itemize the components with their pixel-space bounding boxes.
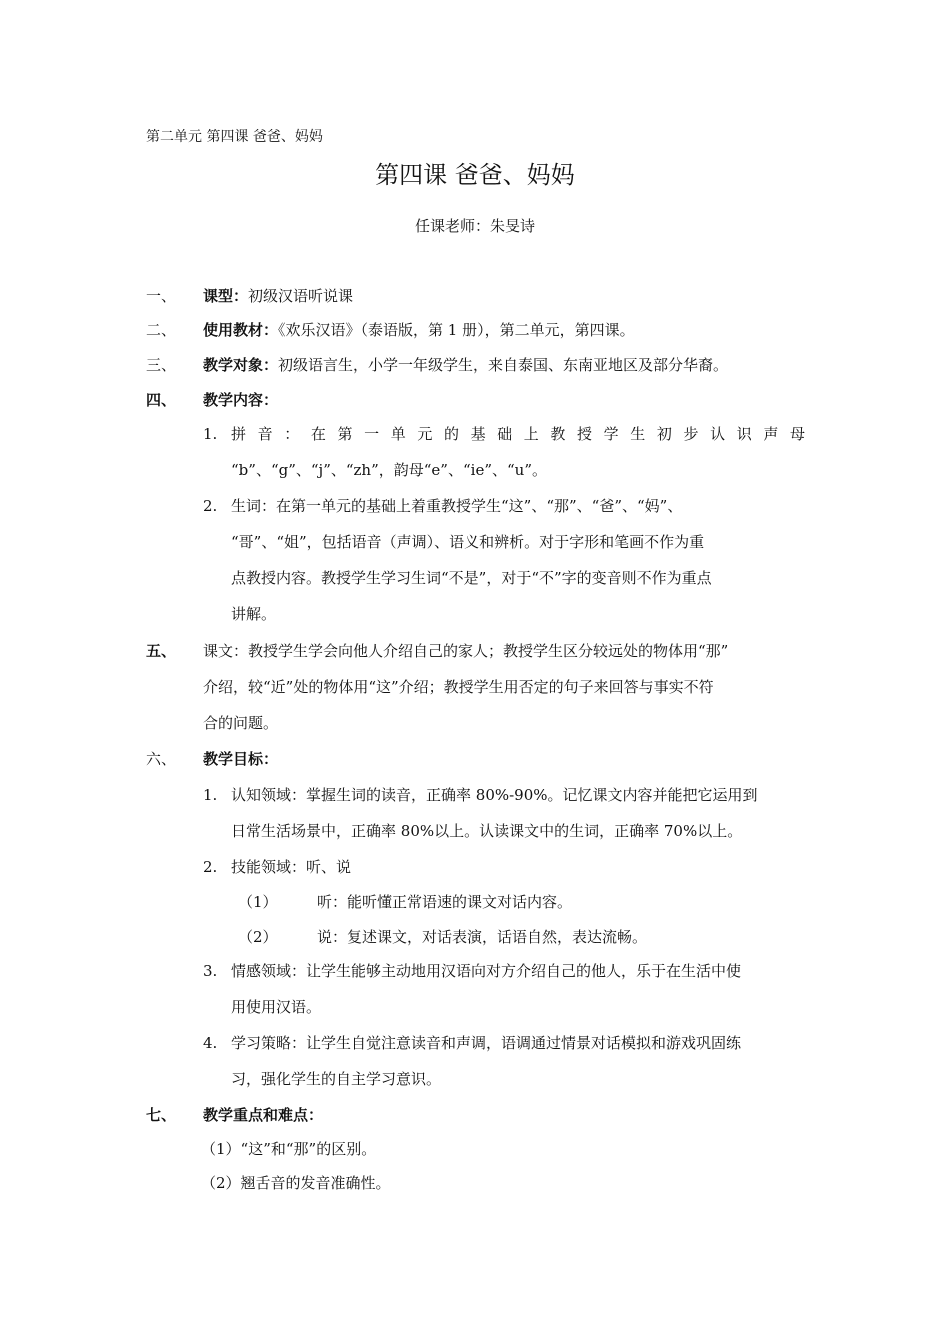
section-4-label: 教学内容： xyxy=(203,391,279,409)
teacher-name: 任课老师：朱旻诗 xyxy=(414,217,535,235)
page-title: 第四课 爸爸、妈妈 xyxy=(375,161,575,189)
item-line: 用使用汉语。 xyxy=(231,998,322,1016)
sub-item-text: 说：复述课文，对话表演，话语自然，表达流畅。 xyxy=(317,928,648,946)
item-line: 认知领域：掌握生词的读音，正确率 80%-90%。记忆课文内容并能把它运用到 xyxy=(231,786,758,804)
section-6-label: 教学目标： xyxy=(203,750,279,768)
section-5-number: 五、 xyxy=(146,642,177,660)
section-3-text: 初级语言生，小学一年级学生，来自泰国、东南亚地区及部分华裔。 xyxy=(278,356,729,374)
item-line: 习，强化学生的自主学习意识。 xyxy=(231,1070,442,1088)
section-7-number: 七、 xyxy=(146,1106,177,1124)
section-5-line: 介绍，较“近”处的物体用“这”介绍；教授学生用否定的句子来回答与事实不符 xyxy=(203,678,714,696)
section-3-label: 教学对象： xyxy=(203,356,279,374)
section-6-number: 六、 xyxy=(146,750,177,768)
key-point: （1）“这”和“那”的区别。 xyxy=(201,1140,377,1158)
item-line: “哥”、“姐”，包括语音（声调）、语义和辨析。对于字形和笔画不作为重 xyxy=(231,533,705,551)
running-header: 第二单元 第四课 爸爸、妈妈 xyxy=(146,129,323,145)
section-2-label: 使用教材： xyxy=(203,321,279,339)
section-1 xyxy=(203,289,353,304)
item-line: 日常生活场景中，正确率 80%以上。认读课文中的生词，正确率 70%以上。 xyxy=(231,822,743,840)
item-number: 3. xyxy=(203,962,218,980)
item-line: “b”、“g”、“j”、“zh”，韵母“e”、“ie”、“u”。 xyxy=(231,461,547,479)
section-2-text: 《欢乐汉语》（泰语版，第 1 册），第二单元，第四课。 xyxy=(278,321,635,339)
section-3-number: 三、 xyxy=(146,356,177,374)
item-line: 生词：在第一单元的基础上着重教授学生“这”、“那”、“爸”、“妈”、 xyxy=(231,497,683,515)
item-number: 1. xyxy=(203,425,218,443)
section-5-line: 课文：教授学生学会向他人介绍自己的家人；教授学生区分较远处的物体用“那” xyxy=(203,642,729,660)
section-7-label: 教学重点和难点： xyxy=(203,1106,324,1124)
section-1-number: 一、 xyxy=(146,287,177,305)
section-4-number: 四、 xyxy=(146,391,177,409)
item-number: 2. xyxy=(203,858,218,876)
sub-item-number: （2） xyxy=(238,928,278,946)
sub-item-number: （1） xyxy=(238,893,278,911)
item-number: 1. xyxy=(203,786,218,804)
item-number: 4. xyxy=(203,1034,218,1052)
section-1-text: 初级汉语听说课 xyxy=(248,287,354,305)
item-number: 2. xyxy=(203,497,218,515)
section-5-line: 合的问题。 xyxy=(203,714,279,732)
item-line: 拼 音 ： 在 第 一 单 元 的 基 础 上 教 授 学 生 初 步 认 识 声 母 xyxy=(231,425,805,443)
item-line: 点教授内容。教授学生学习生词“不是”，对于“不”字的变音则不作为重点 xyxy=(231,569,712,587)
section-2 xyxy=(203,323,635,338)
section-1-label: 课型： xyxy=(203,287,249,305)
item-line: 学习策略：让学生自觉注意读音和声调，语调通过情景对话模拟和游戏巩固练 xyxy=(231,1034,742,1052)
item-line: 讲解。 xyxy=(231,605,277,623)
sub-item-text: 听：能听懂正常语速的课文对话内容。 xyxy=(317,893,573,911)
item-line: 技能领域：听、说 xyxy=(231,858,352,876)
section-3 xyxy=(203,358,728,373)
item-line: 情感领域：让学生能够主动地用汉语向对方介绍自己的他人，乐于在生活中使 xyxy=(231,962,742,980)
key-point: （2）翘舌音的发音准确性。 xyxy=(201,1174,391,1192)
section-2-number: 二、 xyxy=(146,321,177,339)
